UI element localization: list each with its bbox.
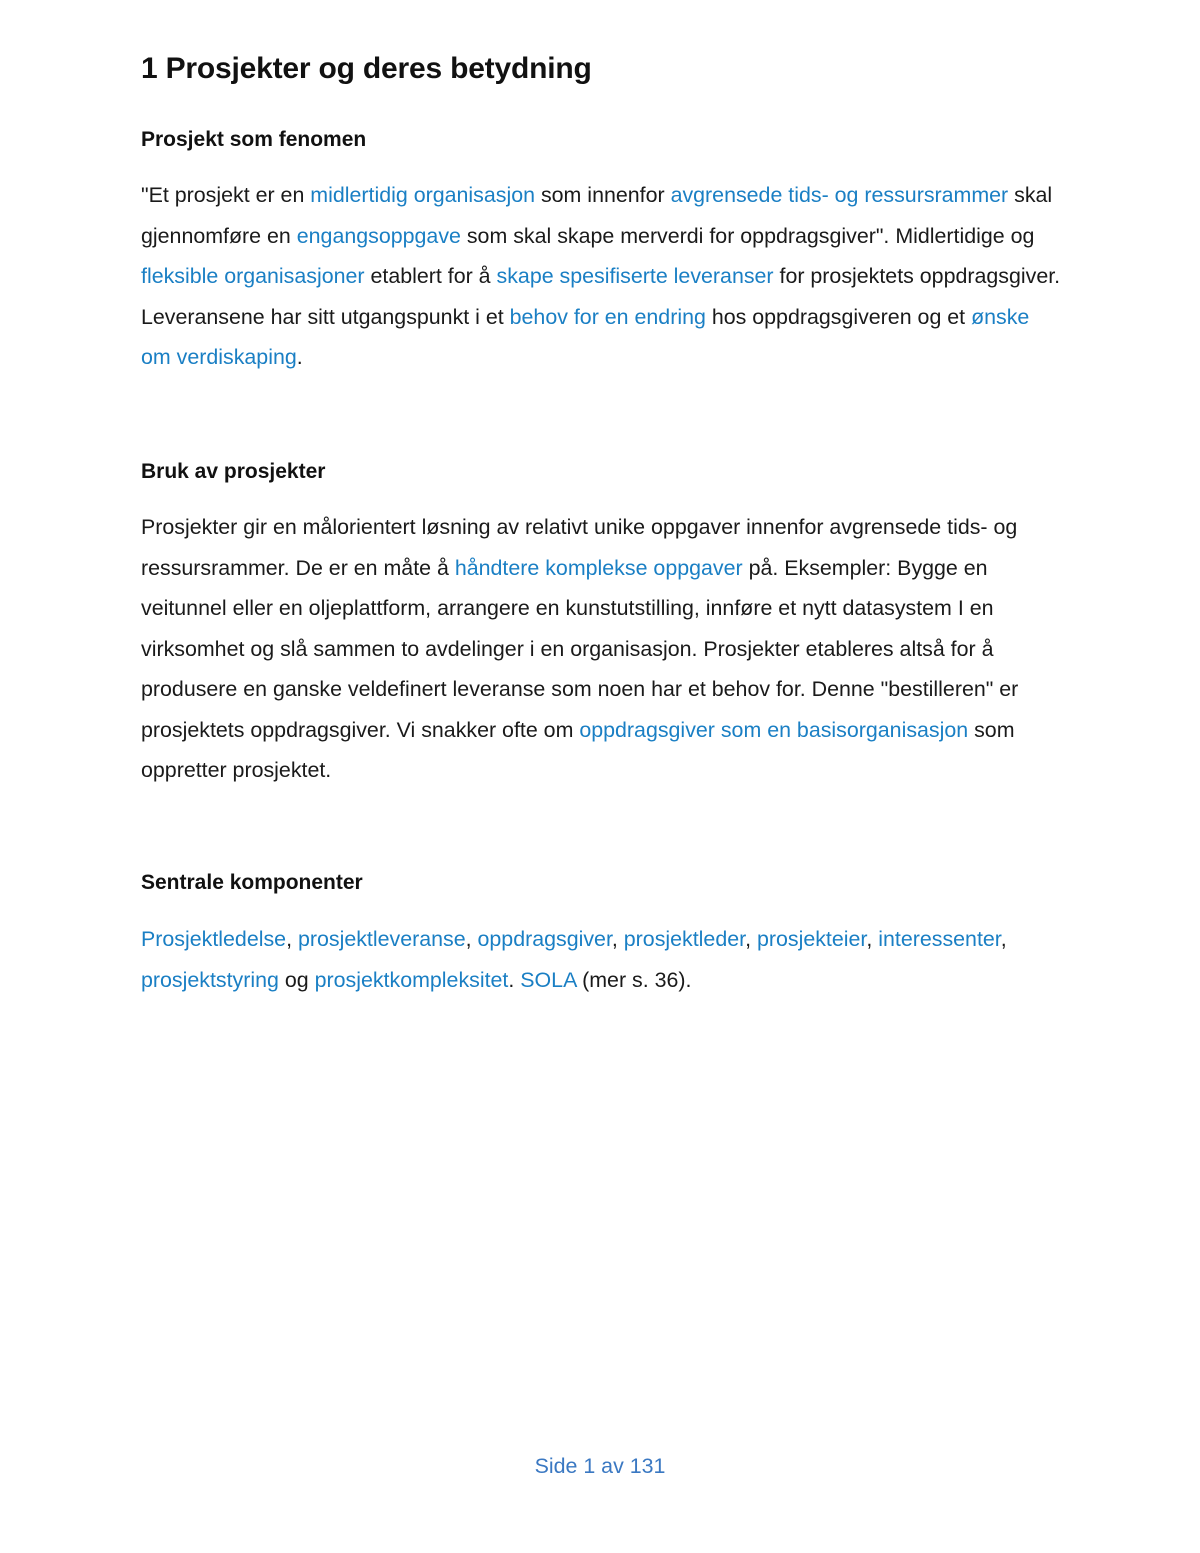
body-text: skal gjennomføre en [141,183,1053,248]
body-text: som skal skape merverdi for oppdragsgiver". Midlertidige og [460,223,1035,248]
body-text: , [465,927,478,951]
key-term-link[interactable]: Prosjektledelse [141,927,287,951]
key-term-link[interactable]: ønske om verdiskaping [141,304,1030,369]
section-heading-sentrale-komponenter: Sentrale komponenter [141,871,363,894]
body-text: "Et prosjekt er en [141,183,311,207]
key-term-link[interactable]: prosjektstyring [141,967,279,992]
page-title: 1 Prosjekter og deres betydning [141,52,592,85]
key-term-link[interactable]: prosjektleder [623,927,746,951]
page-number-footer: Side 1 av 131 [534,1454,666,1478]
key-term-link[interactable]: prosjekteier [756,927,867,951]
body-text: Prosjekter gir en målorientert løsning av relativt unike oppgaver innenfor avgrensede tids- og ressursrammer. De er en måte å [141,515,1018,580]
body-text: som innenfor [535,183,671,207]
key-term-link[interactable]: behov for en endring [509,304,706,329]
key-term-link[interactable]: prosjektleveranse [297,927,466,951]
body-text: . [296,345,303,369]
key-term-link[interactable]: oppdragsgiver [477,927,612,951]
body-text: etablert for å [364,264,497,288]
body-text: , [1000,927,1007,951]
key-term-link[interactable]: midlertidig organisasjon [310,183,536,207]
body-text: , [611,927,624,951]
key-term-link[interactable]: skape spesifiserte leveranser [496,264,774,288]
body-text: , [286,927,298,951]
body-text: som oppretter prosjektet. [141,717,1015,782]
key-term-link[interactable]: håndtere komplekse oppgaver [454,555,743,580]
body-text: på. Eksempler: Bygge en veitunnel eller en oljeplattform, arrangere en kunstutstilling, innføre et nytt datasystem I en virksomhet og slå sammen to avdelinger i en organisasjon. Prosjekter etableres altså for å produsere en ganske veldefinert leveranse som noen har et behov for. Denne "bestilleren" er prosjektets oppdragsgiver. Vi snakker ofte om [141,555,1019,742]
key-term-link[interactable]: prosjektkompleksitet [314,967,509,992]
body-text: , [866,927,879,951]
body-text: for prosjektets oppdragsgiver. Leveransene har sitt utgangspunkt i et [141,264,1061,329]
section-paragraph-sentrale-komponenter [141,919,1061,1000]
body-text: hos oppdragsgiveren og et [705,304,972,329]
key-term-link[interactable]: SOLA [520,967,577,992]
key-term-link[interactable]: oppdragsgiver som en basisorganisasjon [579,717,969,742]
key-term-link[interactable]: engangsoppgave [296,223,461,248]
section-paragraph-bruk-av-prosjekter [141,507,1061,791]
key-term-link[interactable]: interessenter [878,927,1001,951]
section-paragraph-prosjekt-som-fenomen [141,175,1061,378]
body-text: . [508,967,521,992]
key-term-link[interactable]: avgrensede tids- og ressursrammer [670,183,1009,207]
section-heading-bruk-av-prosjekter: Bruk av prosjekter [141,460,326,483]
body-text: (mer s. 36). [576,967,692,992]
body-text: og [278,967,315,992]
key-term-link[interactable]: fleksible organisasjoner [141,264,365,288]
body-text: , [745,927,757,951]
section-heading-prosjekt-som-fenomen: Prosjekt som fenomen [141,128,367,151]
